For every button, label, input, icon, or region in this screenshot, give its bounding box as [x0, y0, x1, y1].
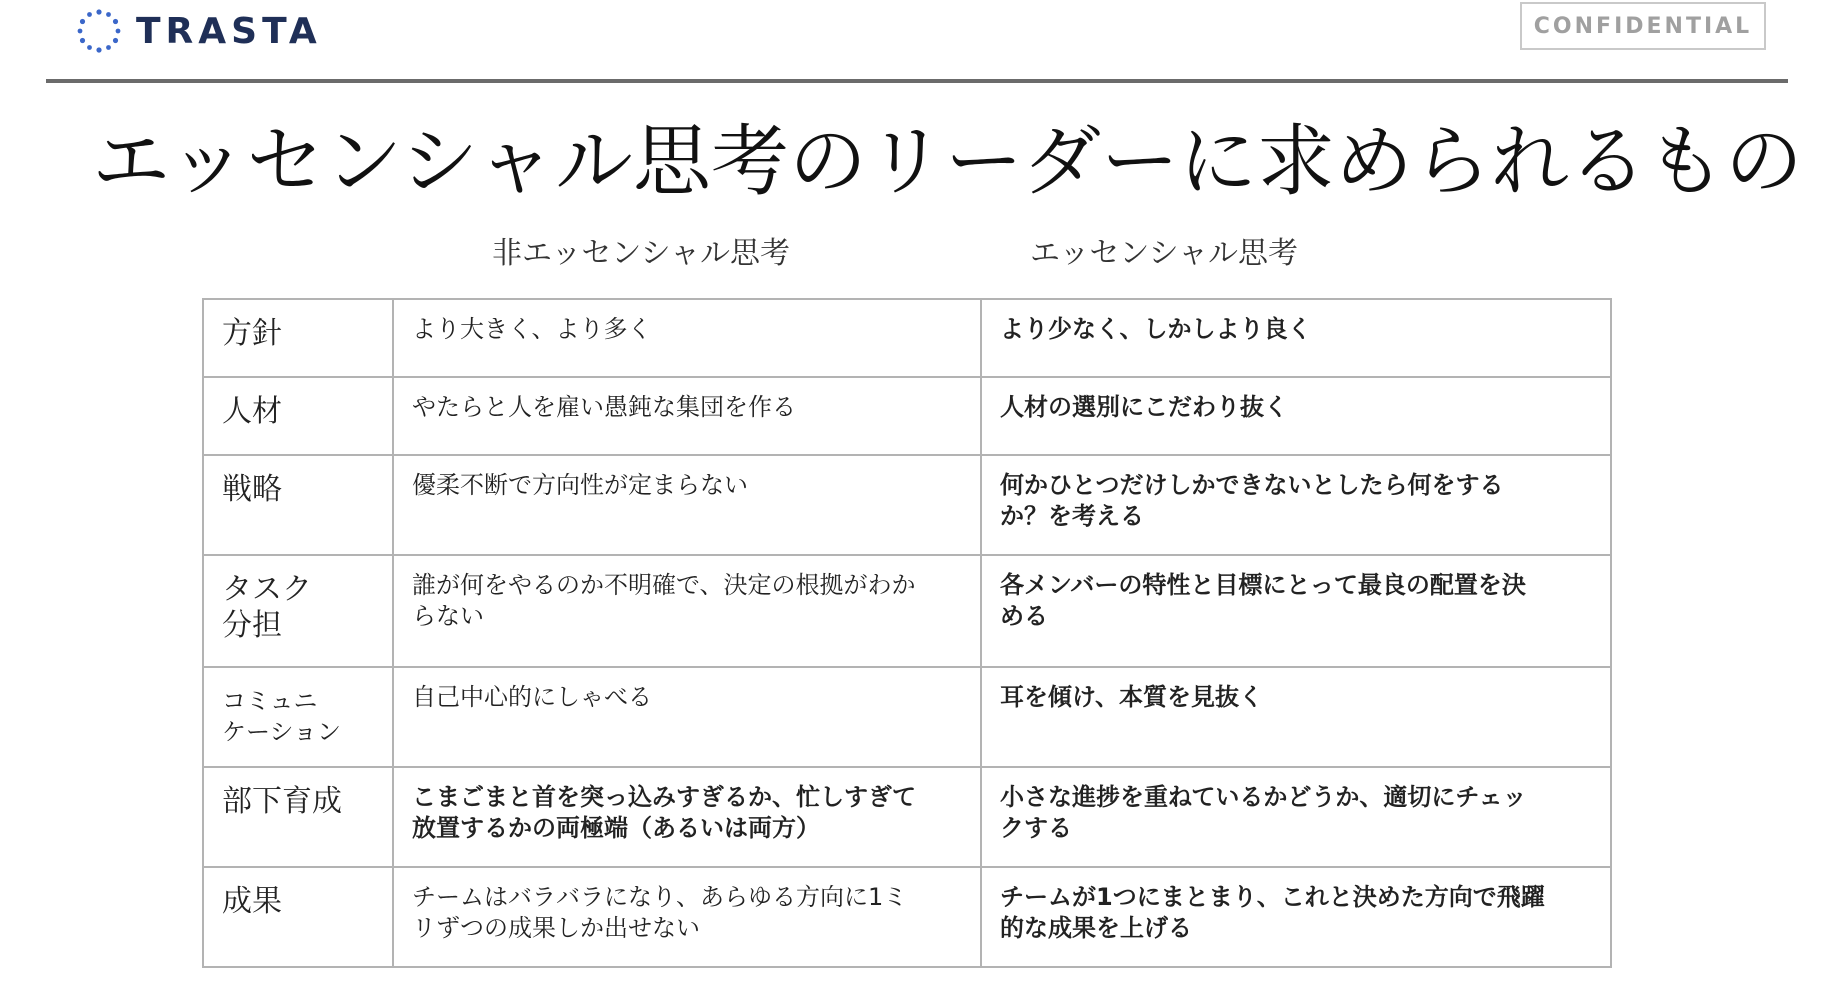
row-label — [203, 377, 393, 455]
non-essential-cell-line: 誰が何をやるのか不明確で、決定の根拠がわか — [412, 571, 916, 599]
essential-cell-line: 耳を傾け、本質を見抜く — [1000, 683, 1264, 711]
non-essential-cell-line: チームはバラバラになり、あらゆる方向に1ミ — [412, 883, 908, 911]
row-label — [203, 667, 393, 767]
non-essential-cell — [393, 767, 981, 867]
confidential-badge: CONFIDENTIAL — [1520, 2, 1766, 50]
table-row — [203, 555, 1611, 667]
non-essential-cell-line: より大きく、より多く — [412, 315, 652, 343]
row-label-line: 人材 — [222, 394, 282, 429]
non-essential-cell-line: こまごまと首を突っ込みすぎるか、忙しすぎて — [412, 783, 916, 811]
non-essential-cell — [393, 555, 981, 667]
essential-cell-line: より少なく、しかしより良く — [1000, 315, 1312, 343]
non-essential-cell-line: 優柔不断で方向性が定まらない — [412, 471, 748, 499]
row-label-line: 戦略 — [222, 472, 282, 507]
essential-cell — [981, 667, 1611, 767]
essential-cell-line: 小さな進捗を重ねているかどうか、適切にチェッ — [1000, 783, 1527, 811]
page-title: エッセンシャル思考のリーダーに求められるもの — [92, 117, 1803, 207]
essential-cell — [981, 555, 1611, 667]
column-heading-non-essential: 非エッセンシャル思考 — [492, 236, 791, 271]
table-row — [203, 867, 1611, 967]
non-essential-cell — [393, 455, 981, 555]
essential-cell-line: める — [1000, 602, 1048, 630]
row-label — [203, 555, 393, 667]
table-row — [203, 767, 1611, 867]
non-essential-cell-line: やたらと人を雇い愚鈍な集団を作る — [412, 393, 796, 421]
row-label — [203, 455, 393, 555]
essential-cell — [981, 377, 1611, 455]
header-divider — [46, 79, 1788, 83]
essential-cell-line: 何かひとつだけしかできないとしたら何をする — [1000, 471, 1504, 499]
non-essential-cell — [393, 867, 981, 967]
essential-cell-line: 各メンバーの特性と目標にとって最良の配置を決 — [1000, 571, 1526, 599]
comparison-table — [202, 298, 1612, 968]
essential-cell-line: チームが1つにまとまり、これと決めた方向で飛躍 — [1000, 883, 1545, 911]
essential-cell-line: 人材の選別にこだわり抜く — [1000, 393, 1288, 421]
row-label-line: コミュニ — [222, 687, 318, 715]
logo — [76, 6, 322, 56]
row-label-line: ケーション — [222, 718, 342, 746]
row-label-line: 分担 — [222, 608, 282, 643]
column-heading-essential: エッセンシャル思考 — [1030, 236, 1299, 271]
non-essential-cell-line: 自己中心的にしゃべる — [412, 683, 652, 711]
non-essential-cell — [393, 377, 981, 455]
table-row — [203, 667, 1611, 767]
essential-cell — [981, 767, 1611, 867]
row-label — [203, 299, 393, 377]
essential-cell — [981, 867, 1611, 967]
row-label — [203, 867, 393, 967]
essential-cell — [981, 299, 1611, 377]
table-row — [203, 299, 1611, 377]
essential-cell-line: か？を考える — [1000, 502, 1144, 530]
non-essential-cell — [393, 299, 981, 377]
essential-cell-line: クする — [1000, 814, 1072, 842]
row-label — [203, 767, 393, 867]
non-essential-cell-line: らない — [412, 602, 484, 630]
row-label-line: 成果 — [222, 884, 282, 919]
logo-text: TRASTA — [136, 10, 322, 52]
table-row — [203, 455, 1611, 555]
row-label-line: タスク — [222, 572, 312, 607]
table-row — [203, 377, 1611, 455]
non-essential-cell — [393, 667, 981, 767]
row-label-line: 方針 — [222, 316, 282, 351]
non-essential-cell-line: 放置するかの両極端（あるいは両方） — [412, 814, 820, 842]
essential-cell-line: 的な成果を上げる — [1000, 914, 1192, 942]
dotted-circle-icon — [76, 8, 122, 54]
essential-cell — [981, 455, 1611, 555]
row-label-line: 部下育成 — [222, 784, 342, 819]
non-essential-cell-line: リずつの成果しか出せない — [412, 914, 700, 942]
